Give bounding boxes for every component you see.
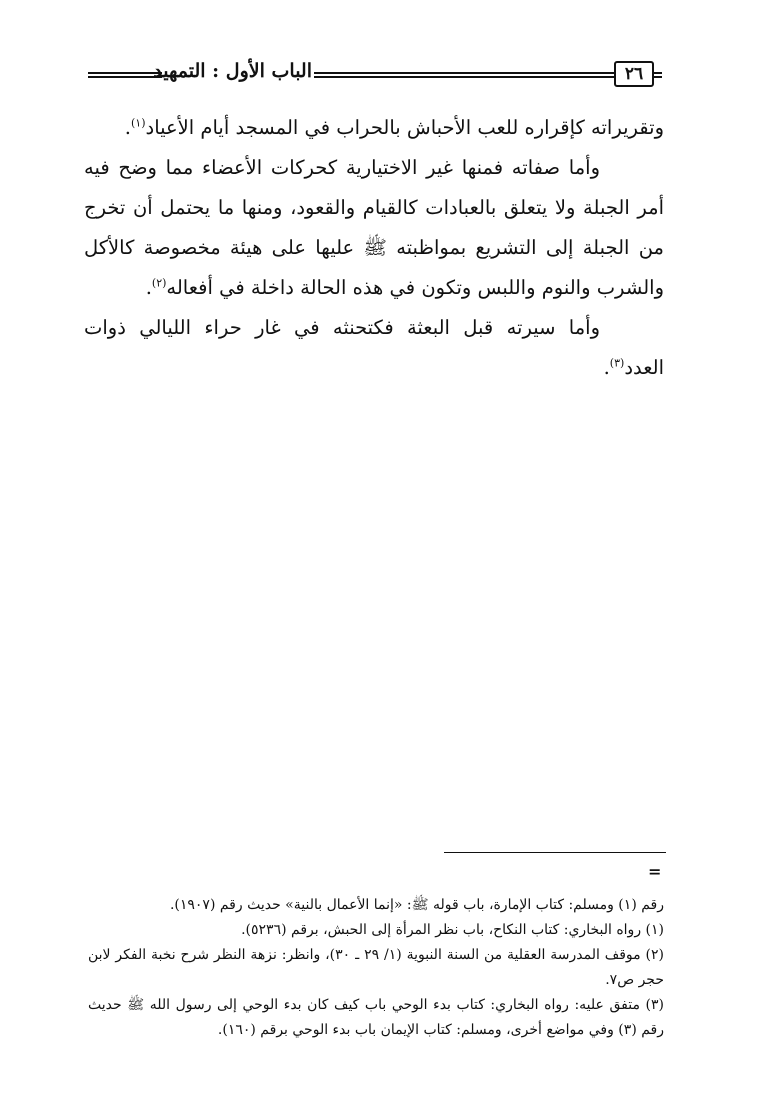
paragraph-text: وأما صفاته فمنها غير الاختيارية كحركات الأعضاء مما وضح فيه أمر الجبلة ولا يتعلق بالعبادات كالقيام والقعود، ومنها ما يحتمل أن تخرج من الجبلة إلى التشريع بمواظبته ﷺ عليها على هيئة مخصوصة كالأكل والشرب والنوم واللبس وتكون في هذه الحالة داخلة في أفعاله [84,156,664,299]
paragraph-text: وأما سيرته قبل البعثة فكتحنثه في غار حراء الليالي ذوات العدد [84,316,664,379]
chapter-title: الباب الأول : التمهيد [153,60,312,82]
header-rule-left [88,72,162,78]
paragraph-end: . [603,356,610,379]
main-text [84,108,664,388]
footnote-continuation: رقم (١) ومسلم: كتاب الإمارة، باب قوله ﷺ: «إنما الأعمال بالنية» حديث رقم (١٩٠٧). [169,897,664,913]
header-rule-right [654,72,662,78]
page-number: ٢٦ [614,61,654,87]
paragraph-end: . [124,116,131,139]
footnotes [88,893,664,1043]
footnote-1: (١) رواه البخاري: كتاب النكاح، باب نظر المرأة إلى الحبش، برقم (٥٢٣٦). [241,922,664,938]
paragraph [84,308,664,388]
footnote-ref: (٣) [609,356,625,370]
continuation-mark: = [648,862,662,881]
paragraph [84,108,664,148]
header-rule-middle [314,72,614,78]
paragraph [84,148,664,308]
footnote-3: (٣) متفق عليه: رواه البخاري: كتاب بدء الوحي باب كيف كان بدء الوحي إلى رسول الله ﷺ حديث رقم (٣) وفي مواضع أخرى، ومسلم: كتاب الإيمان باب بدء الوحي برقم (١٦٠). [88,997,664,1038]
paragraph-end: . [145,276,152,299]
paragraph-text: وتقريراته كإقراره للعب الأحباش بالحراب في المسجد أيام الأعياد [145,116,664,139]
footnote-divider [444,852,666,853]
footnote-2: (٢) موقف المدرسة العقلية من السنة النبوية (١/ ٢٩ ـ ٣٠)، وانظر: نزهة النظر شرح نخبة الفكر لابن حجر ص٧. [88,947,664,988]
footnote-ref: (٢) [151,276,167,290]
running-header [88,60,662,90]
footnote-ref: (١) [131,116,146,130]
